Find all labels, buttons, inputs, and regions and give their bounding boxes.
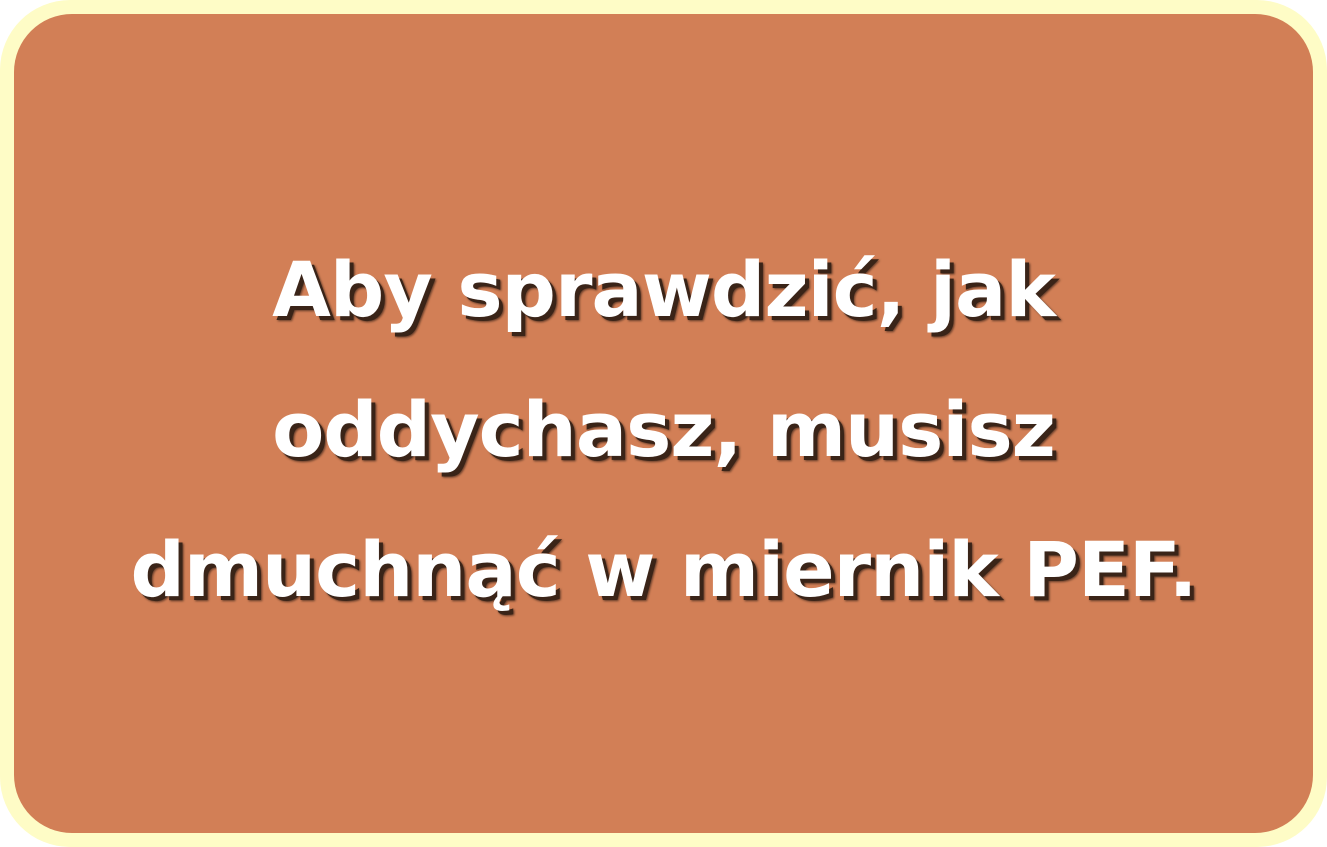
message-line-1: Aby sprawdzić, jak	[272, 244, 1055, 334]
message-text	[44, 220, 1284, 640]
message-card	[14, 14, 1313, 833]
message-line-2: oddychasz, musisz	[272, 384, 1055, 474]
message-line-3: dmuchnąć w miernik PEF.	[130, 524, 1197, 614]
